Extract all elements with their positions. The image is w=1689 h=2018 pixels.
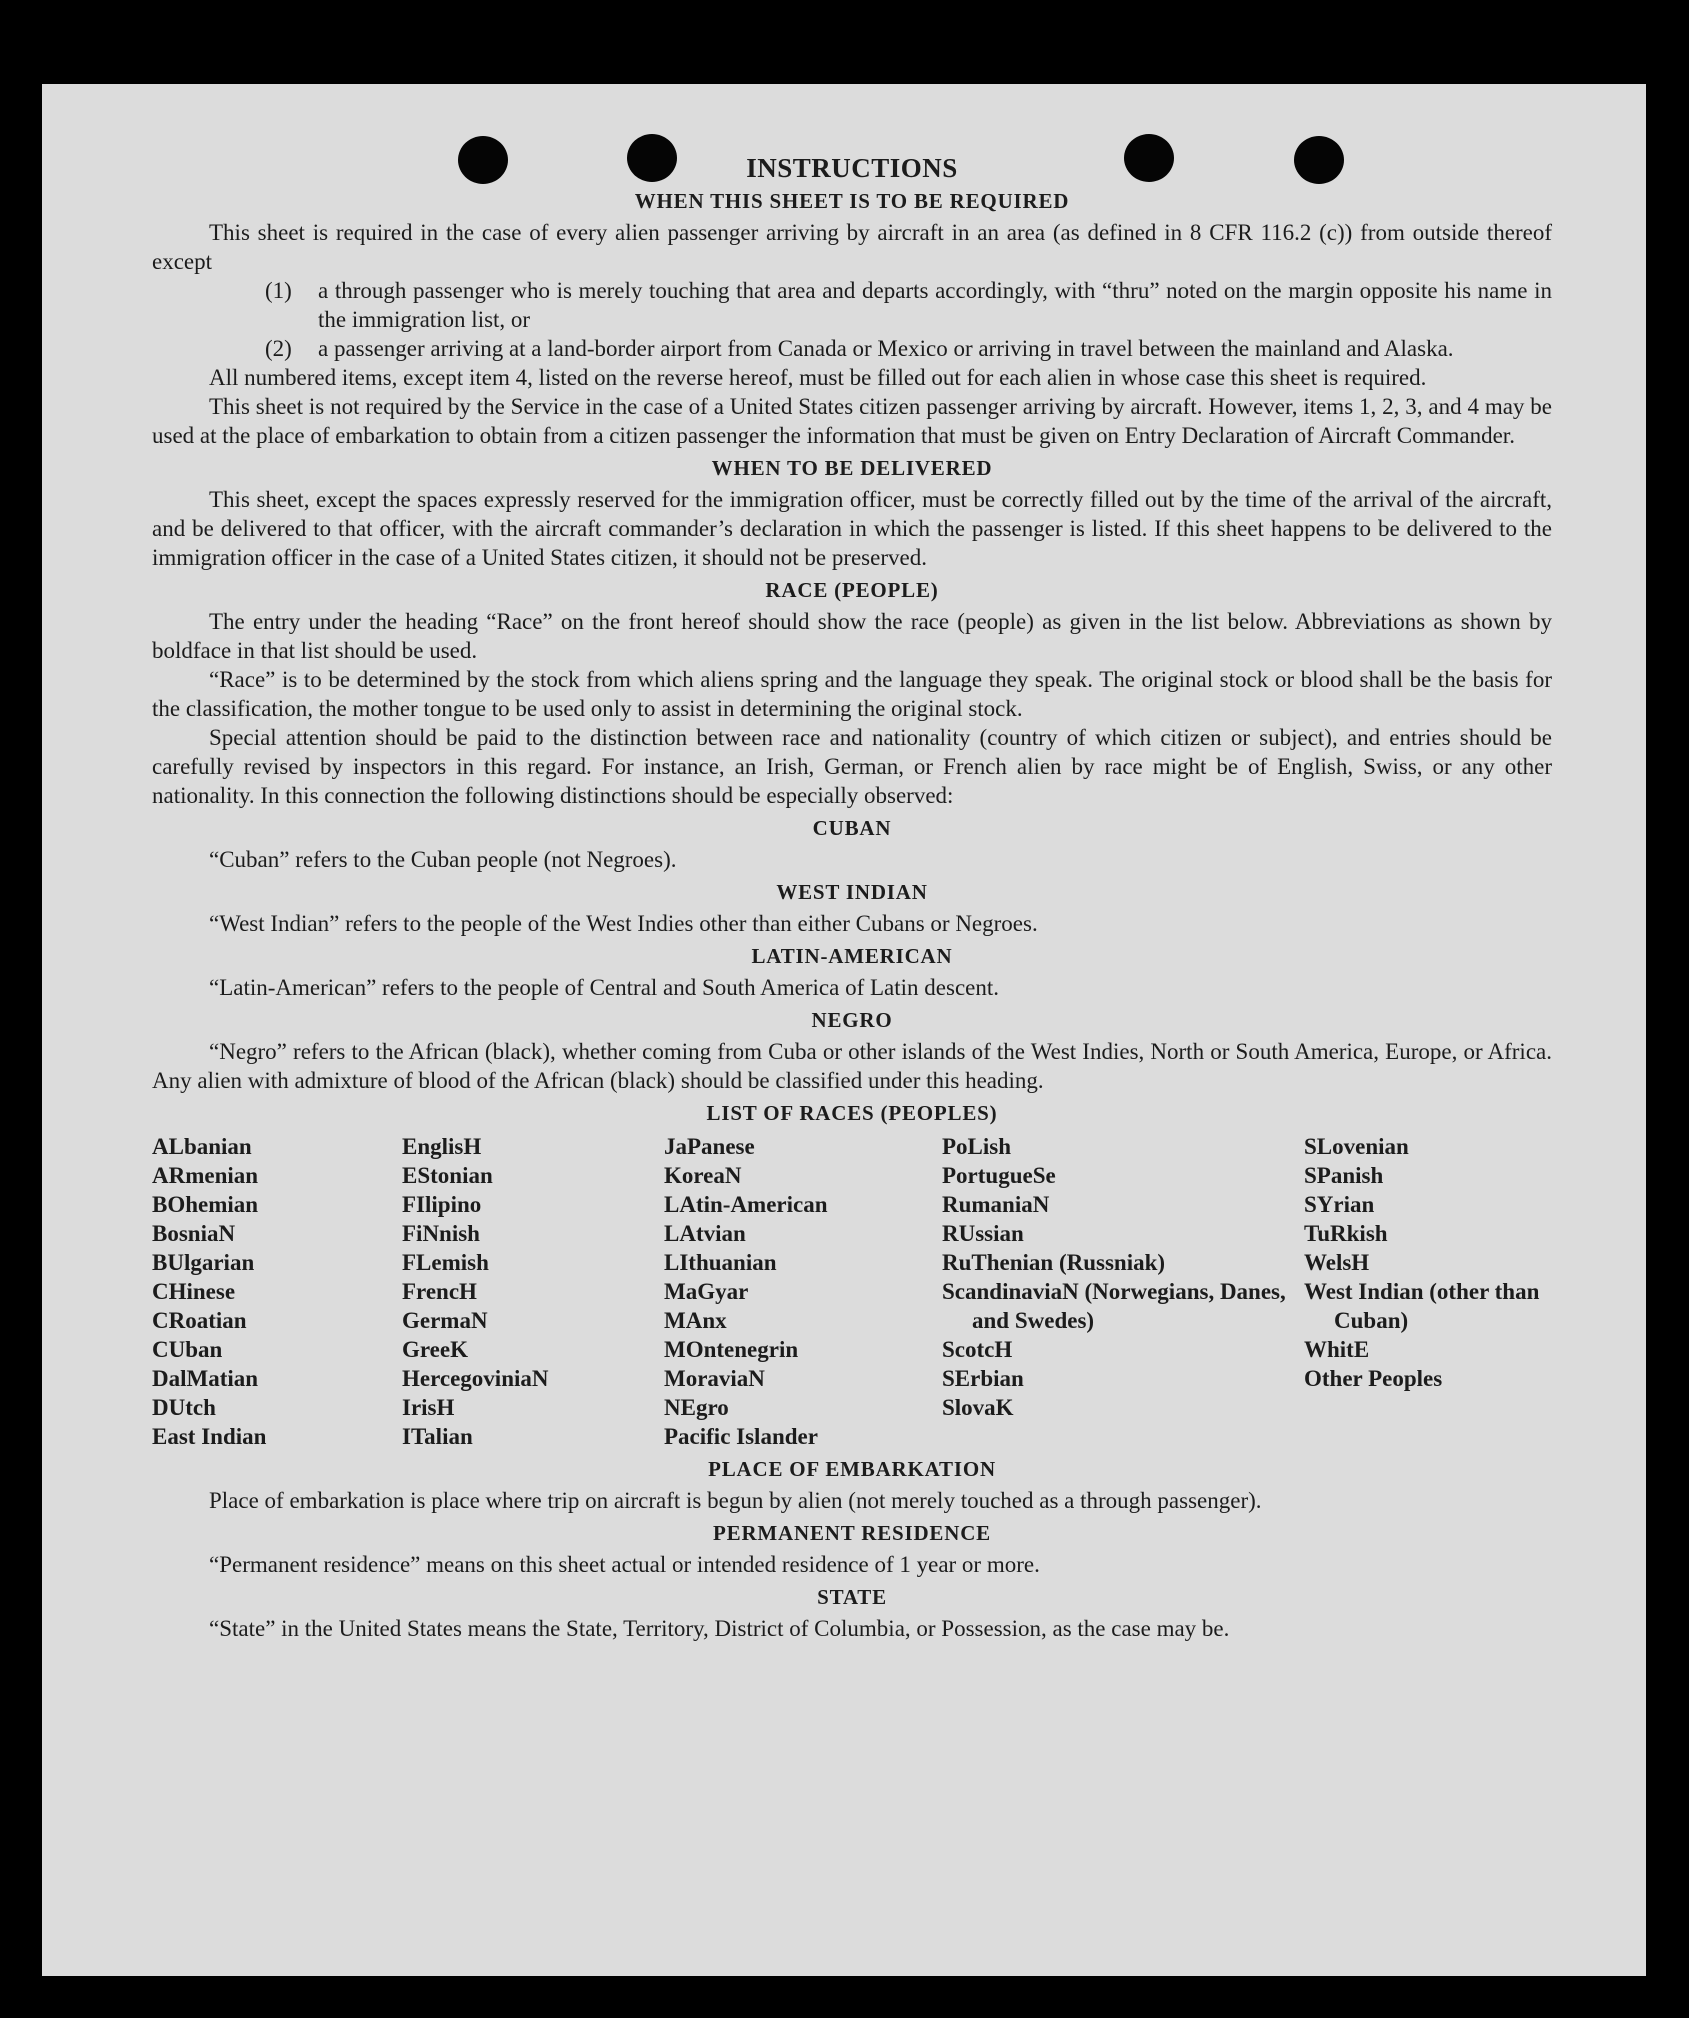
heading-permanent-residence: PERMANENT RESIDENCE	[713, 1521, 991, 1545]
race-entry: GermaN	[402, 1308, 488, 1333]
heading-cuban: CUBAN	[812, 816, 892, 840]
west-indian-text: “West Indian” refers to the people of the West Indies other than either Cubans or Negroes.	[209, 911, 1038, 936]
race-entry: MaGyar	[664, 1279, 749, 1304]
race-entry: CHinese	[152, 1279, 236, 1304]
race-entry: Pacific Islander	[664, 1424, 818, 1449]
when-required-intro: This sheet is required in the case of every alien passenger arriving by aircraft in an area (as defined in 8 CFR 116.2 (c)) from outside thereof except	[152, 220, 1552, 274]
heading-negro: NEGRO	[811, 1008, 893, 1032]
race-entry: ScotcH	[942, 1337, 1013, 1362]
permanent-residence-text: “Permanent residence” means on this sheet actual or intended residence of 1 year or more.	[209, 1552, 1040, 1577]
race-entry: WhitE	[1304, 1337, 1370, 1362]
race-entry: HercegoviniaN	[402, 1366, 549, 1391]
document-page	[42, 84, 1646, 1976]
race-entry: DUtch	[152, 1395, 216, 1420]
race-entry: MAnx	[664, 1308, 727, 1333]
race-entry: ScandinaviaN (Norwegians, Danes, and Swedes)	[942, 1279, 1286, 1333]
race-entry: MOntenegrin	[664, 1337, 799, 1362]
citizen-paragraph: This sheet is not required by the Service in the case of a United States citizen passenger arriving by aircraft. However, items 1, 2, 3, and 4 may be used at the place of embarkation to obtain from a citizen passenger the information that must be given on Entry Declaration of Aircraft Commander.	[152, 394, 1552, 448]
race-entry: NEgro	[664, 1395, 729, 1420]
race-entry: SYrian	[1304, 1192, 1375, 1217]
race-entry: West Indian (other than Cuban)	[1304, 1279, 1540, 1333]
races-column	[1304, 1132, 1552, 1451]
race-entry: BosniaN	[152, 1221, 236, 1246]
race-paragraph-2: “Race” is to be determined by the stock from which aliens spring and the language they speak. The original stock or blood shall be the basis for the classification, the mother tongue to be used only to assist in determining the original stock.	[152, 667, 1552, 721]
negro-text: “Negro” refers to the African (black), whether coming from Cuba or other islands of the West Indies, North or South America, Europe, or Africa. Any alien with admixture of blood of the African (black) should be classified under this heading.	[152, 1039, 1552, 1093]
heading-latin-american: LATIN-AMERICAN	[751, 944, 953, 968]
race-entry: EnglisH	[402, 1134, 482, 1159]
race-entry: MoraviaN	[664, 1366, 765, 1391]
heading-west-indian: WEST INDIAN	[776, 880, 928, 904]
embarkation-text: Place of embarkation is place where trip on aircraft is begun by alien (not merely touched as a through passenger).	[209, 1488, 1262, 1513]
races-column	[152, 1132, 402, 1451]
heading-list-of-races: LIST OF RACES (PEOPLES)	[706, 1101, 998, 1125]
exception-item	[152, 334, 1552, 363]
race-entry: FrencH	[402, 1279, 477, 1304]
race-entry: KoreaN	[664, 1163, 742, 1188]
race-entry: LAtin-American	[664, 1192, 828, 1217]
race-entry: SlovaK	[942, 1395, 1014, 1420]
race-entry: FiNnish	[402, 1221, 480, 1246]
exception-text: a passenger arriving at a land-border airport from Canada or Mexico or arriving in travel between the mainland and Alaska.	[318, 336, 1454, 361]
when-delivered-text: This sheet, except the spaces expressly reserved for the immigration officer, must be correctly filled out by the time of the arrival of the aircraft, and be delivered to that officer, with the aircraft commander’s declaration in which the passenger is listed. If this sheet happens to be delivered to the immigration officer in the case of a United States citizen, it should not be preserved.	[152, 487, 1552, 570]
race-entry: IrisH	[402, 1395, 455, 1420]
race-entry: ALbanian	[152, 1134, 252, 1159]
race-entry: LAtvian	[664, 1221, 746, 1246]
race-entry: DalMatian	[152, 1366, 259, 1391]
race-entry: EStonian	[402, 1163, 493, 1188]
race-paragraph-1: The entry under the heading “Race” on the front hereof should show the race (people) as given in the list below. Abbreviations as shown by boldface in that list should be used.	[152, 609, 1552, 663]
latin-american-text: “Latin-American” refers to the people of Central and South America of Latin descent.	[209, 975, 999, 1000]
races-column	[402, 1132, 664, 1451]
race-entry: SPanish	[1304, 1163, 1384, 1188]
page-title: INSTRUCTIONS	[746, 153, 958, 183]
race-entry: PoLish	[942, 1134, 1012, 1159]
exception-number: (1)	[265, 278, 292, 303]
race-entry: BOhemian	[152, 1192, 259, 1217]
state-text: “State” in the United States means the State, Territory, District of Columbia, or Possession, as the case may be.	[209, 1616, 1230, 1641]
race-entry: RUssian	[942, 1221, 1024, 1246]
race-entry: RumaniaN	[942, 1192, 1050, 1217]
race-entry: PortugueSe	[942, 1163, 1056, 1188]
race-entry: FIlipino	[402, 1192, 482, 1217]
numbered-items-paragraph: All numbered items, except item 4, listed on the reverse hereof, must be filled out for each alien in whose case this sheet is required.	[209, 365, 1427, 390]
race-entry: SLovenian	[1304, 1134, 1409, 1159]
race-entry: TuRkish	[1304, 1221, 1388, 1246]
race-entry: SErbian	[942, 1366, 1024, 1391]
race-entry: ARmenian	[152, 1163, 259, 1188]
heading-when-required: WHEN THIS SHEET IS TO BE REQUIRED	[634, 189, 1070, 213]
exception-text: a through passenger who is merely touching that area and departs accordingly, with “thru” noted on the margin opposite his name in the immigration list, or	[318, 278, 1552, 332]
exception-item	[152, 276, 1552, 334]
races-list	[152, 1132, 1552, 1451]
race-entry: FLemish	[402, 1250, 489, 1275]
race-entry: JaPanese	[664, 1134, 755, 1159]
race-entry: CUban	[152, 1337, 223, 1362]
race-entry: CRoatian	[152, 1308, 247, 1333]
race-paragraph-3: Special attention should be paid to the distinction between race and nationality (country of which citizen or subject), and entries should be carefully revised by inspectors in this regard. For instance, an Irish, German, or French alien by race might be of English, Swiss, or any other nationality. In this connection the following distinctions should be especially observed:	[152, 725, 1552, 808]
race-entry: Other Peoples	[1304, 1366, 1443, 1391]
race-entry: RuThenian (Russniak)	[942, 1250, 1166, 1275]
races-column	[942, 1132, 1304, 1451]
race-entry: GreeK	[402, 1337, 468, 1362]
cuban-text: “Cuban” refers to the Cuban people (not Negroes).	[209, 847, 677, 872]
exception-number: (2)	[265, 336, 292, 361]
heading-race: RACE (PEOPLE)	[765, 578, 939, 602]
race-entry: LIthuanian	[664, 1250, 777, 1275]
heading-when-delivered: WHEN TO BE DELIVERED	[711, 456, 993, 480]
instructions-body	[152, 154, 1552, 1643]
race-entry: WelsH	[1304, 1250, 1370, 1275]
heading-state: STATE	[817, 1585, 887, 1609]
race-entry: BUlgarian	[152, 1250, 255, 1275]
heading-embarkation: PLACE OF EMBARKATION	[708, 1457, 996, 1481]
race-entry: ITalian	[402, 1424, 473, 1449]
race-entry: East Indian	[152, 1424, 267, 1449]
races-column	[664, 1132, 942, 1451]
